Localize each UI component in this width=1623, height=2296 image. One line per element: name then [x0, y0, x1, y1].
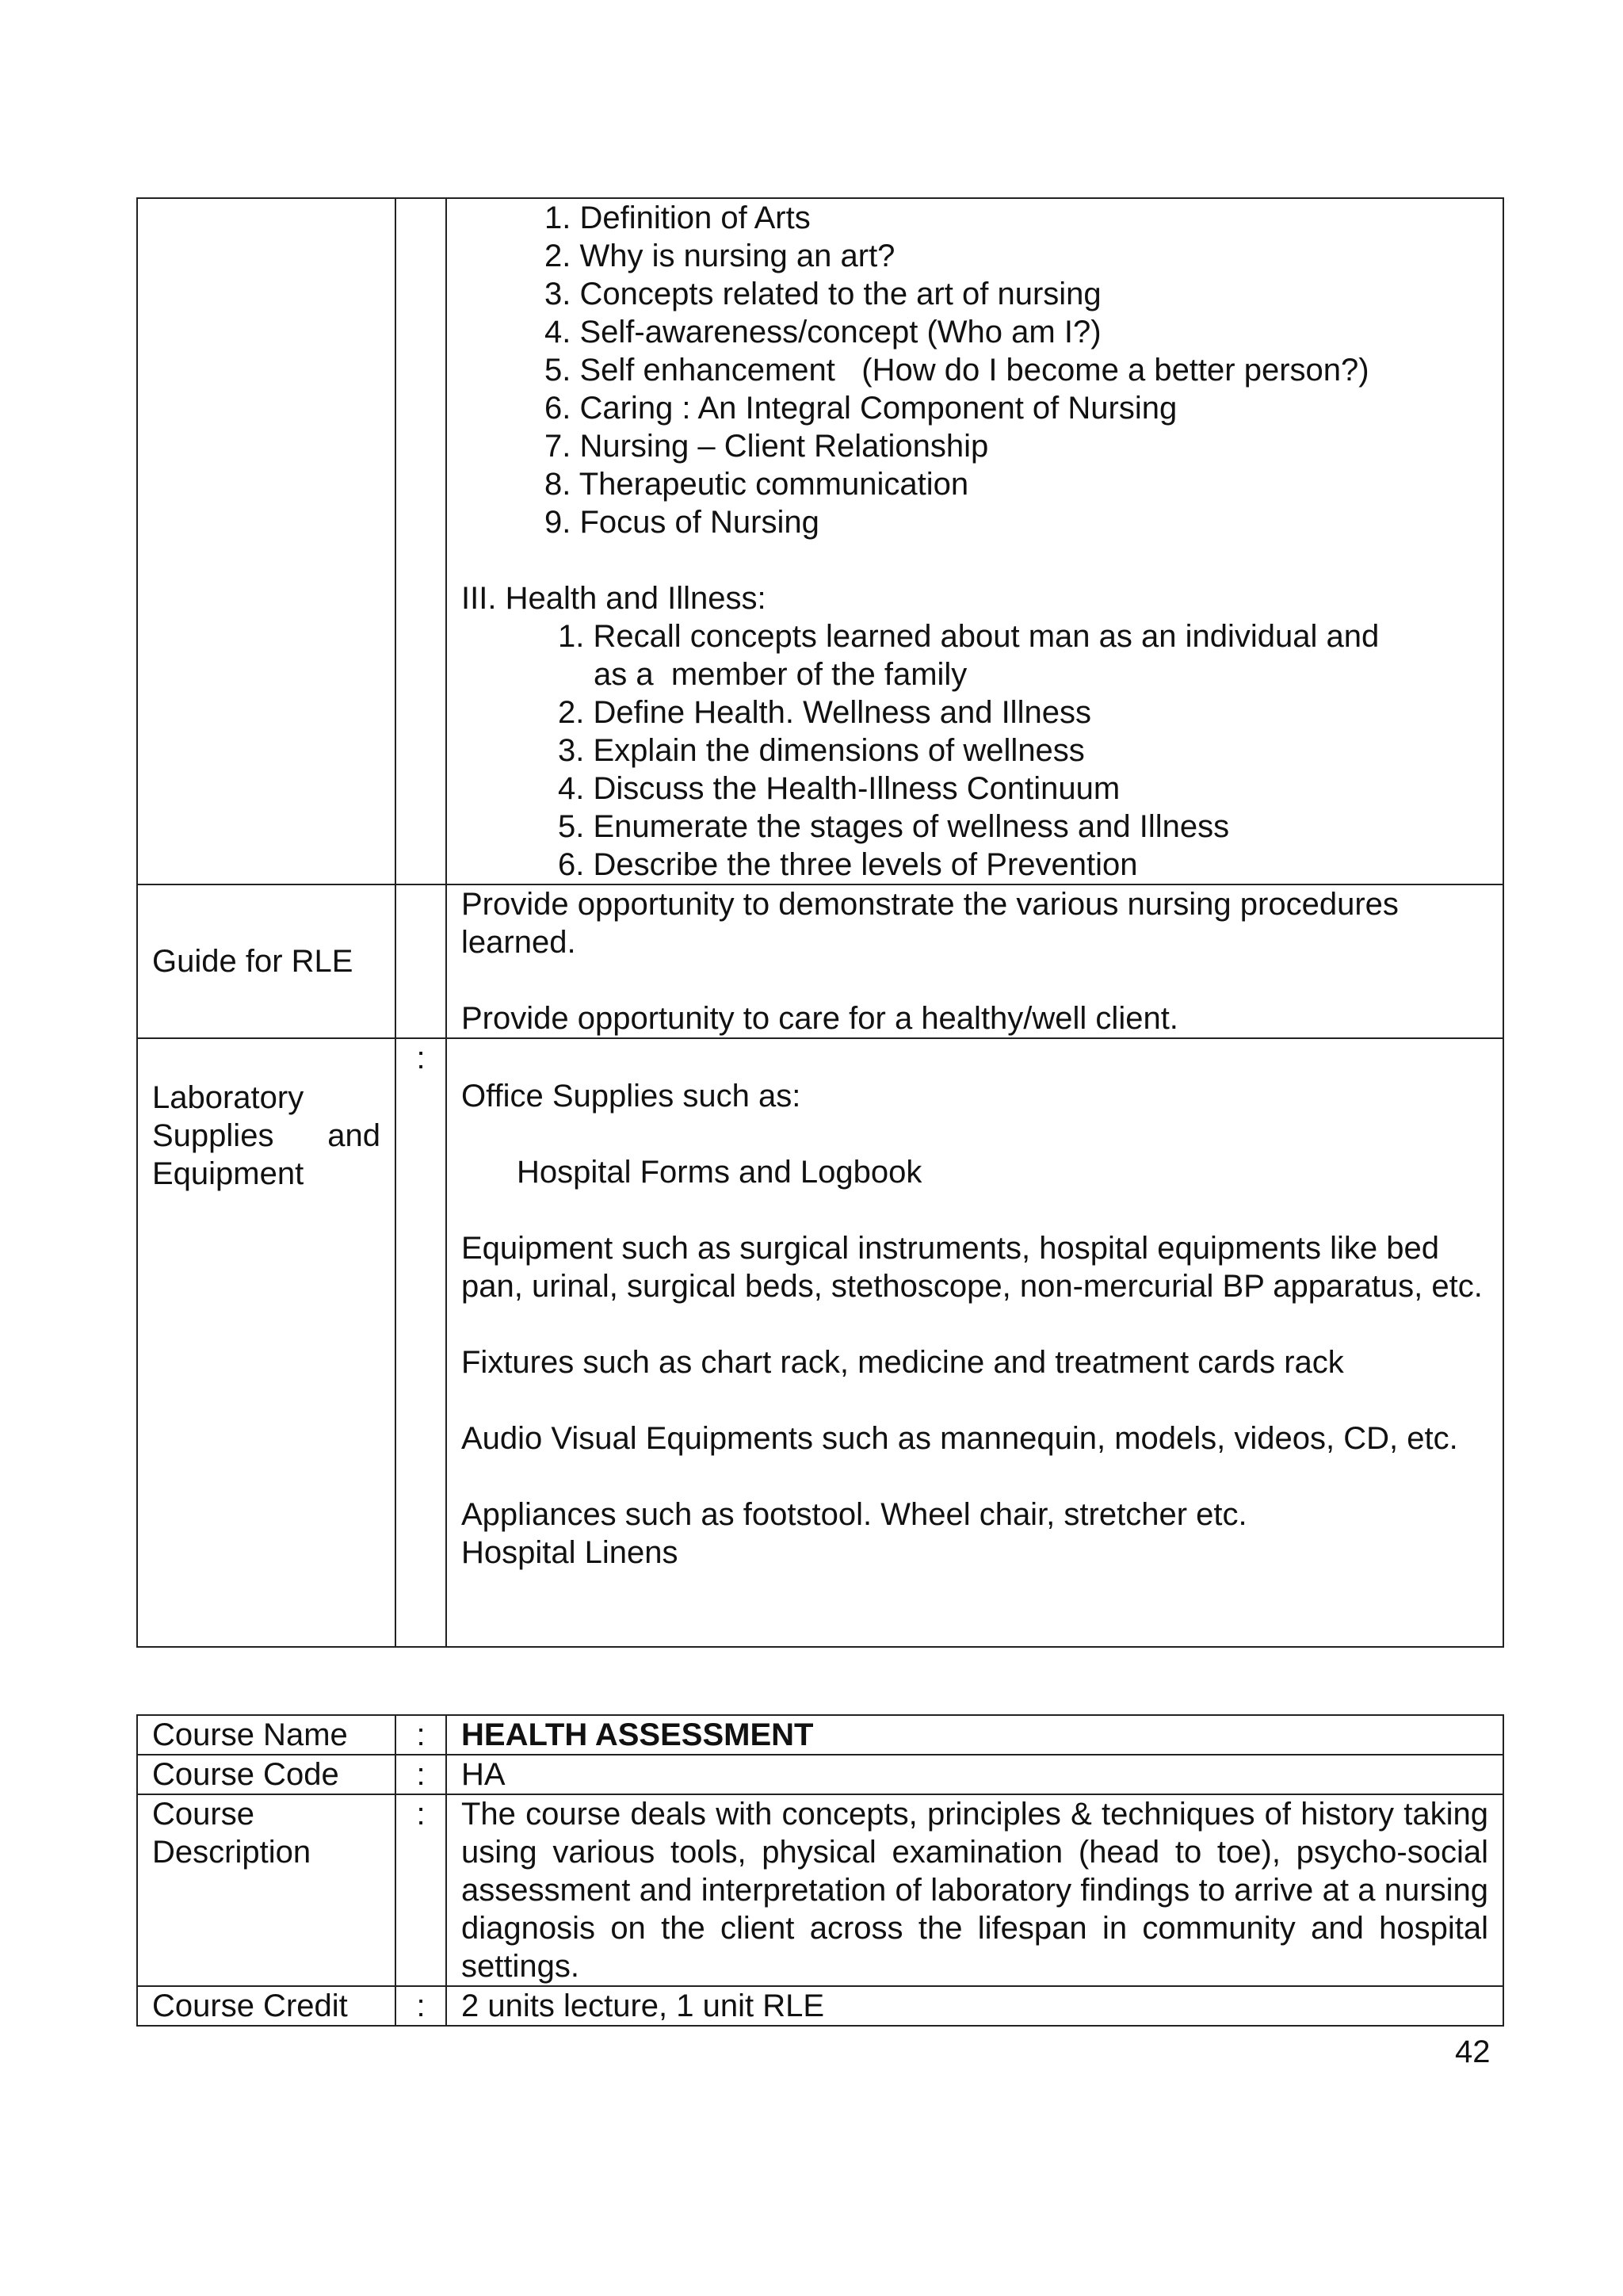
rle-label: Guide for RLE: [152, 944, 353, 979]
course-description-value: The course deals with concepts, principles & techniques of history taking using various tools, physical examination (head to toe), psycho-social assessment and interpretation of laboratory findings to arrive at a nursing diagnosis on the client across the lifespan in community and hospital settings.: [461, 1797, 1488, 1984]
course-credit-value: 2 units lecture, 1 unit RLE: [461, 1988, 825, 2023]
course-name-value: HEALTH ASSESSMENT: [461, 1717, 814, 1752]
rle-line-1: Provide opportunity to demonstrate the various nursing procedures learned.: [461, 887, 1399, 960]
course-name-row: [137, 1715, 1503, 1755]
colon: :: [416, 1717, 426, 1752]
art-topics-list: [461, 199, 1488, 541]
colon: :: [416, 1988, 426, 2023]
list-item: 5. Enumerate the stages of wellness and Illness: [558, 809, 1230, 844]
lab-label: Laboratory Supplies and Equipment: [152, 1080, 380, 1191]
course-info-table: [136, 1714, 1504, 2027]
colon: :: [416, 1797, 426, 1832]
list-item: 4. Self-awareness/concept (Who am I?): [544, 315, 1102, 350]
course-description-row: [137, 1794, 1503, 1986]
list-item: 8. Therapeutic communication: [544, 467, 969, 502]
list-item-continuation: as a member of the family: [594, 657, 968, 692]
topics-colon-cell: [395, 198, 446, 884]
curriculum-table-continued: [136, 197, 1504, 1648]
rle-colon-cell: [395, 884, 446, 1038]
course-code-value: HA: [461, 1757, 506, 1792]
topics-label-cell: [137, 198, 395, 884]
linens-text: Hospital Linens: [461, 1535, 678, 1570]
rle-line-2: Provide opportunity to care for a healthy/well client.: [461, 1001, 1178, 1036]
health-topics-list: [461, 617, 1488, 884]
health-illness-heading: III. Health and Illness:: [461, 581, 766, 616]
appliances-text: Appliances such as footstool. Wheel chair, stretcher etc.: [461, 1497, 1247, 1532]
list-item: 7. Nursing – Client Relationship: [544, 429, 989, 464]
course-description-label: Course Description: [152, 1797, 311, 1870]
list-item: 1. Recall concepts learned about man as an individual and: [558, 619, 1380, 654]
office-supplies: Office Supplies such as:: [461, 1079, 801, 1114]
list-item: 5. Self enhancement (How do I become a better person?): [544, 353, 1369, 388]
page-number: 42: [1455, 2034, 1491, 2069]
lab-row: [137, 1038, 1503, 1647]
list-item: 9. Focus of Nursing: [544, 505, 819, 540]
lab-colon-cell: [395, 1038, 446, 1647]
list-item: 2. Define Health. Wellness and Illness: [558, 695, 1091, 730]
list-item: 3. Concepts related to the art of nursing: [544, 277, 1102, 311]
topics-row: [137, 198, 1503, 884]
course-credit-label: Course Credit: [152, 1988, 348, 2023]
list-item: 4. Discuss the Health-Illness Continuum: [558, 771, 1121, 806]
list-item: 2. Why is nursing an art?: [544, 239, 896, 273]
rle-content-cell: [446, 884, 1503, 1038]
course-code-row: [137, 1755, 1503, 1794]
equipment-text: Equipment such as surgical instruments, hospital equipments like bed pan, urinal, surgical beds, stethoscope, non-mercurial BP apparatus, etc.: [461, 1231, 1483, 1304]
list-item: 6. Caring : An Integral Component of Nursing: [544, 391, 1178, 426]
fixtures-text: Fixtures such as chart rack, medicine and treatment cards rack: [461, 1345, 1344, 1380]
course-credit-row: [137, 1986, 1503, 2026]
course-code-label: Course Code: [152, 1757, 339, 1792]
rle-label-cell: [137, 884, 395, 1038]
colon: :: [416, 1757, 426, 1792]
audio-visual-text: Audio Visual Equipments such as mannequin, models, videos, CD, etc.: [461, 1421, 1458, 1456]
topics-content-cell: [446, 198, 1503, 884]
list-item: 6. Describe the three levels of Prevention: [558, 847, 1138, 882]
lab-content-cell: [446, 1038, 1503, 1647]
course-name-label: Course Name: [152, 1717, 348, 1752]
hospital-forms: Hospital Forms and Logbook: [517, 1155, 922, 1190]
list-item: 3. Explain the dimensions of wellness: [558, 733, 1085, 768]
colon: :: [416, 1041, 426, 1075]
lab-label-cell: [137, 1038, 395, 1647]
rle-row: [137, 884, 1503, 1038]
list-item: 1. Definition of Arts: [544, 201, 811, 235]
